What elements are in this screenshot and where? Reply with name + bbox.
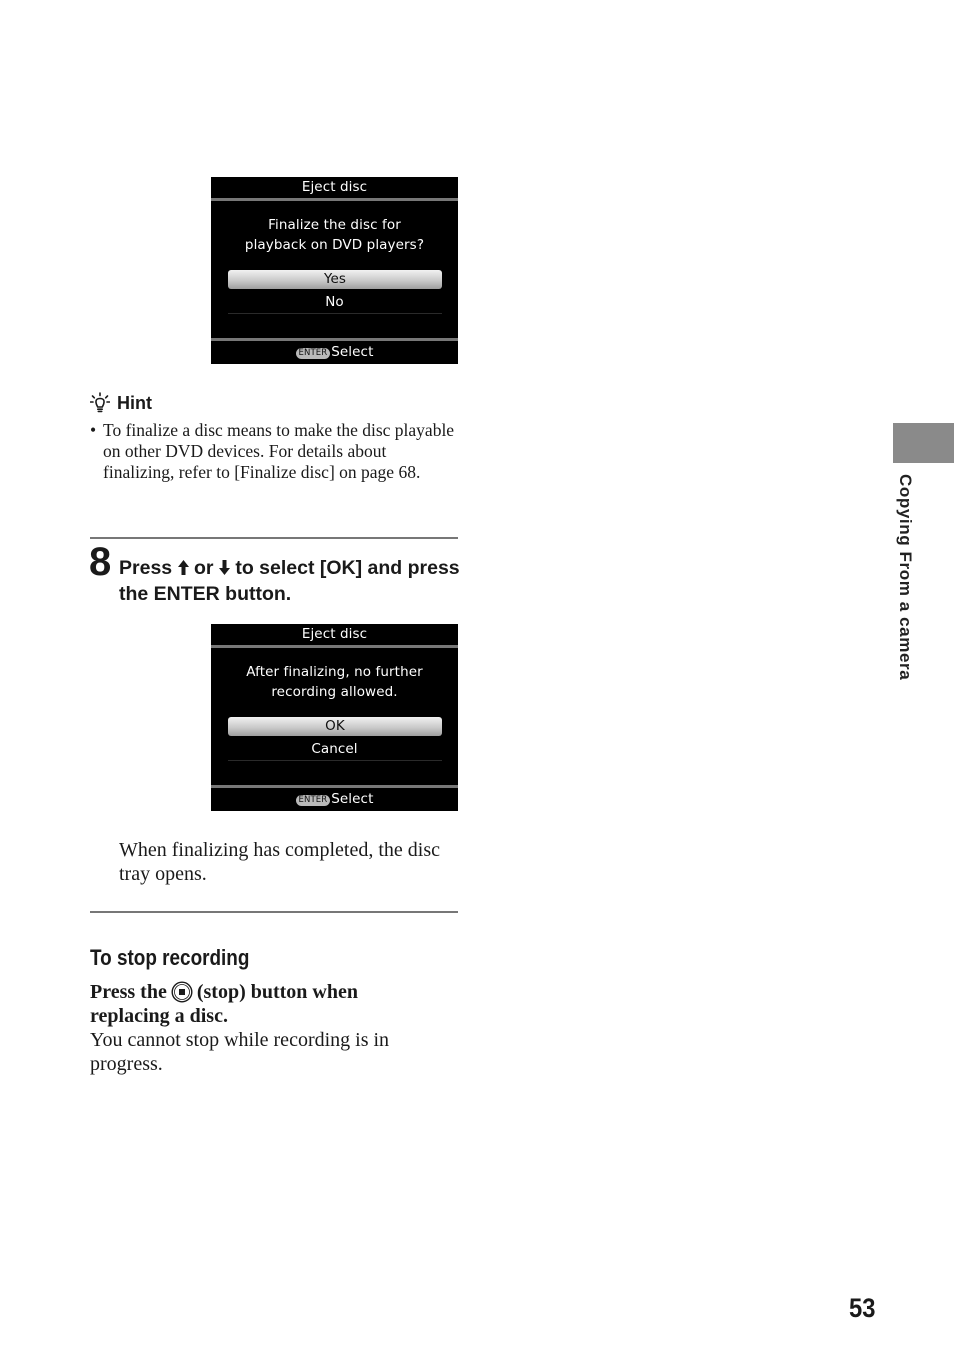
message-line-2: recording allowed. xyxy=(271,684,398,700)
title-separator xyxy=(211,645,458,648)
section-divider xyxy=(90,537,458,539)
option-divider xyxy=(228,760,442,761)
stop-button-icon xyxy=(171,981,193,1003)
screen-message xyxy=(211,662,458,702)
step-instruction xyxy=(119,555,464,607)
footer-select-label: Select xyxy=(331,791,374,807)
stop-recording-heading: To stop recording xyxy=(90,945,250,970)
hint-label: Hint xyxy=(117,392,152,413)
message-line-1: Finalize the disc for xyxy=(268,217,401,233)
option-ok-selected[interactable]: OK xyxy=(228,717,442,736)
option-yes-selected[interactable]: Yes xyxy=(228,270,442,289)
message-line-1: After finalizing, no further xyxy=(246,664,423,680)
hint-bullet-item xyxy=(90,420,462,483)
step-number: 8 xyxy=(89,540,112,584)
bullet-mark: • xyxy=(90,420,97,440)
screen-footer xyxy=(211,341,458,364)
title-separator xyxy=(211,198,458,201)
footer-select-label: Select xyxy=(331,344,374,360)
screen-title: Eject disc xyxy=(301,626,368,642)
option-divider xyxy=(228,313,442,314)
screen-message xyxy=(211,215,458,255)
screen-title: Eject disc xyxy=(301,179,368,195)
eject-disc-finalize-screen xyxy=(211,177,458,364)
hint-text: To finalize a disc means to make the disc playable on other DVD devices. For details about finalizing, refer to [Finalize disc] on page 68. xyxy=(103,420,455,482)
stop-instruction xyxy=(90,980,420,1028)
option-no[interactable]: No xyxy=(325,294,344,310)
chapter-tab-label: Copying From a camera xyxy=(896,474,915,681)
step-press-text: Press xyxy=(119,557,173,579)
up-arrow-icon xyxy=(178,560,189,575)
step-rest-text: to select [OK] and press the ENTER button. xyxy=(119,557,460,605)
down-arrow-icon xyxy=(219,560,230,575)
enter-button-icon: ENTER xyxy=(296,795,331,806)
screen-footer xyxy=(211,788,458,811)
hint-heading xyxy=(90,390,152,416)
enter-button-icon: ENTER xyxy=(296,348,331,359)
finalize-complete-text: When finalizing has completed, the disc tray opens. xyxy=(119,839,441,885)
section-divider xyxy=(90,911,458,913)
option-cancel[interactable]: Cancel xyxy=(311,741,358,757)
page-number: 53 xyxy=(849,1293,876,1323)
message-line-2: playback on DVD players? xyxy=(244,237,425,253)
step-or-text: or xyxy=(193,557,214,579)
lightbulb-icon xyxy=(90,392,110,414)
stop-instruction-part1: Press the xyxy=(90,981,167,1003)
stop-instruction-part2: (stop) button when replacing a disc. xyxy=(90,981,358,1027)
stop-description: You cannot stop while recording is in progress. xyxy=(90,1029,390,1075)
chapter-tab-marker xyxy=(893,423,954,463)
eject-disc-confirm-screen xyxy=(211,624,458,811)
